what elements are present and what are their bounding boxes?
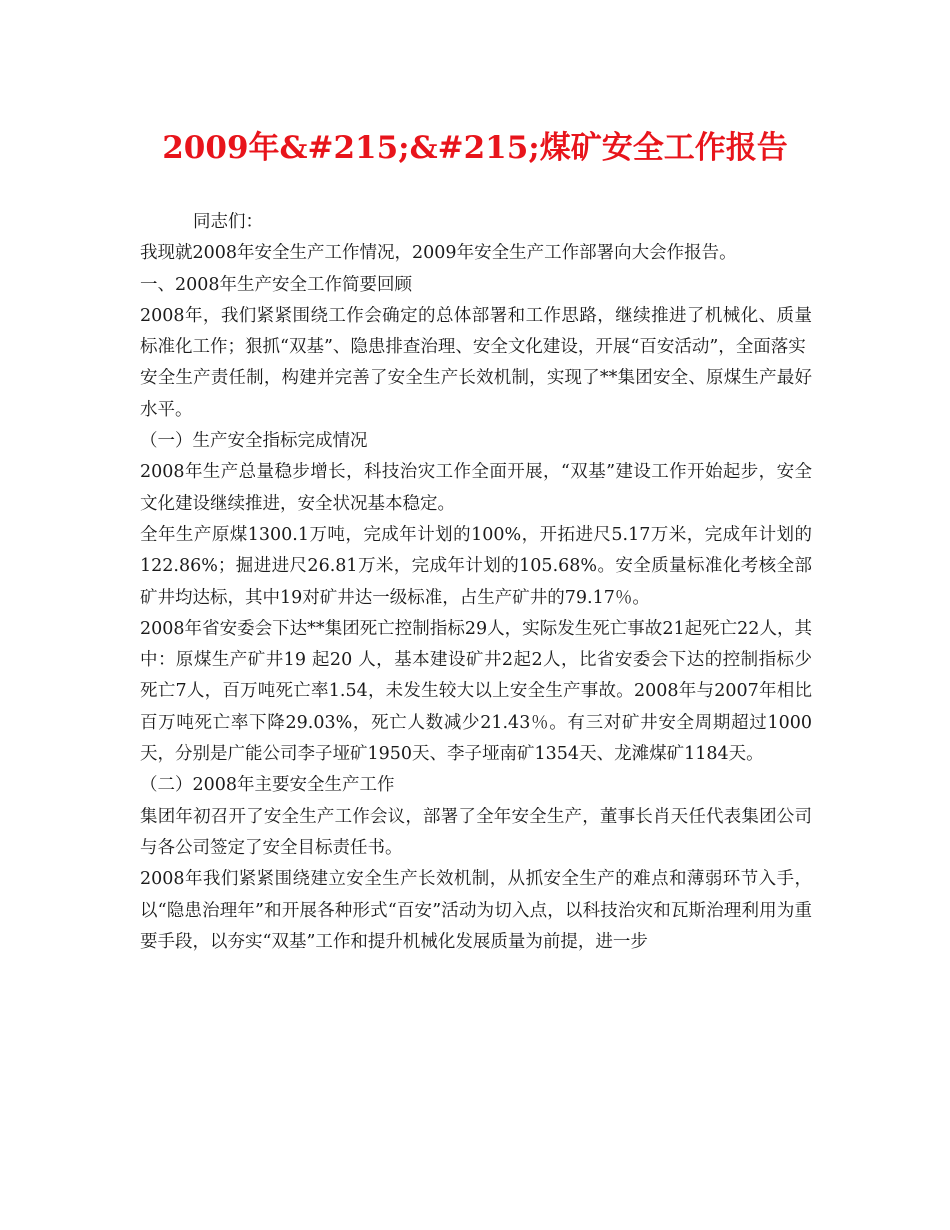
subsection-heading-2: （二）2008年主要安全生产工作 (140, 775, 395, 796)
body-paragraph: 2008年我们紧紧围绕建立安全生产长效机制，从抓安全生产的难点和薄弱环节入手，以“隐患治理年”和开展各种形式“百安”活动为切入点，以科技治灾和瓦斯治理利用为重要手段，以夯实“双基”工作和提升机械化发展质量为前提，进一步 (140, 869, 812, 952)
body-paragraph: 安全生产责任制，构建并完善了安全生产长效机制，实现了**集团安全、原煤生产最好水平。 (140, 368, 812, 420)
body-paragraph: 集团年初召开了安全生产工作会议，部署了全年安全生产，董事长肖天任代表集团公司与各公司签定了安全目标责任书。 (140, 806, 812, 858)
salutation-paragraph: 同志们： (193, 212, 263, 232)
document-body (140, 207, 812, 958)
intro-paragraph: 我现就2008年安全生产工作情况，2009年安全生产工作部署向大会作报告。 (140, 243, 737, 264)
document-title: 2009年&#215;&#215;煤矿安全工作报告 (162, 130, 788, 166)
section-heading-1: 一、2008年生产安全工作简要回顾 (140, 274, 413, 295)
body-paragraph: 2008年，我们紧紧围绕工作会确定的总体部署和工作思路，继续推进了机械化、质量标准化工作；狠抓“双基”、隐患排查治理、安全文化建设，开展“百安活动”，全面落实 (140, 305, 812, 358)
body-paragraph: 2008年生产总量稳步增长，科技治灾工作全面开展，“双基”建设工作开始起步，安全文化建设继续推进，安全状况基本稳定。 (140, 462, 812, 514)
body-paragraph: 全年生产原煤1300.1万吨，完成年计划的100%，开拓进尺5.17万米，完成年计划的122.86%；掘进进尺26.81万米，完成年计划的105.68%。安全质量标准化考核全部矿井均达标，其中19对矿井达一级标准，占生产矿井的79.17％。 (140, 524, 812, 608)
subsection-heading-1: （一）生产安全指标完成情况 (140, 431, 368, 452)
body-paragraph: 2008年省安委会下达**集团死亡控制指标29人，实际发生死亡事故21起死亡22人，其中：原煤生产矿井19 起20 人，基本建设矿井2起2人，比省安委会下达的控制指标少死亡7人，百万吨死亡率1.54，未发生较大以上安全生产事故。2008年与2007年相比百万吨死亡率下降29.03%，死亡人数减少21.43％。有三对矿井安全周期超过1000天，分别是广能公司李子垭矿1950天、李子垭南矿1354天、龙滩煤矿1184天。 (140, 618, 812, 765)
